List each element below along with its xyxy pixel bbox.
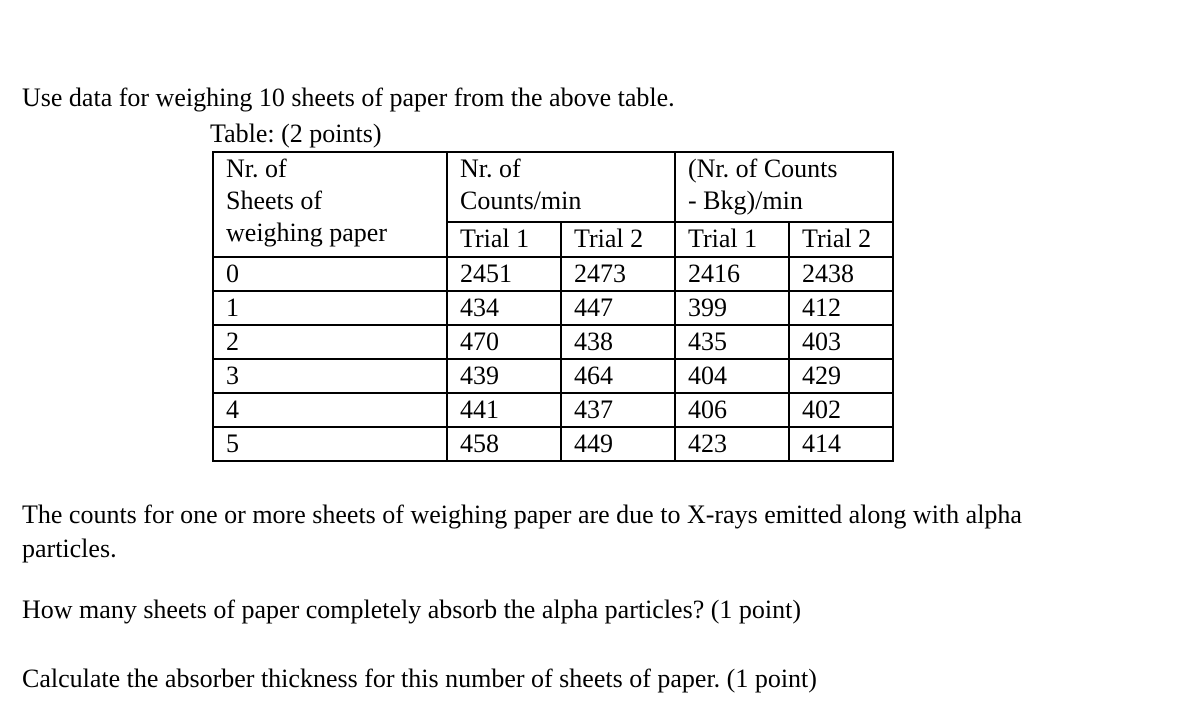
question-2: Calculate the absorber thickness for this number of sheets of paper. (1 point) xyxy=(22,664,817,693)
data-table xyxy=(212,151,894,462)
counts-header-line-2: Counts/min xyxy=(460,186,582,215)
subheader-net-trial-1: Trial 1 xyxy=(675,222,789,257)
cell-counts-trial-1: 434 xyxy=(447,291,561,325)
sheets-header-line-1: Nr. of xyxy=(226,154,287,183)
table-row xyxy=(213,291,893,325)
explanation-paragraph xyxy=(22,498,1022,566)
net-header-line-1: (Nr. of Counts xyxy=(688,154,838,183)
table-row xyxy=(213,359,893,393)
table-row xyxy=(213,257,893,291)
table-row xyxy=(213,427,893,461)
paragraph-line-2: particles. xyxy=(22,534,117,563)
cell-counts-trial-1: 458 xyxy=(447,427,561,461)
cell-net-trial-2: 412 xyxy=(789,291,893,325)
net-counts-header-cell xyxy=(675,152,893,222)
sheets-header-cell xyxy=(213,152,447,257)
cell-sheets: 1 xyxy=(213,291,447,325)
table-row xyxy=(213,393,893,427)
subheader-counts-trial-1: Trial 1 xyxy=(447,222,561,257)
cell-net-trial-2: 414 xyxy=(789,427,893,461)
cell-sheets: 5 xyxy=(213,427,447,461)
cell-sheets: 4 xyxy=(213,393,447,427)
sheets-header-line-3: weighing paper xyxy=(226,218,388,247)
paragraph-line-1: The counts for one or more sheets of weighing paper are due to X-rays emitted along with alpha xyxy=(22,500,1022,529)
cell-net-trial-2: 429 xyxy=(789,359,893,393)
counts-header-cell xyxy=(447,152,675,222)
counts-header-line-1: Nr. of xyxy=(460,154,521,183)
cell-net-trial-1: 399 xyxy=(675,291,789,325)
cell-counts-trial-2: 2473 xyxy=(561,257,675,291)
cell-net-trial-2: 403 xyxy=(789,325,893,359)
subheader-net-trial-2: Trial 2 xyxy=(789,222,893,257)
cell-net-trial-1: 423 xyxy=(675,427,789,461)
cell-counts-trial-1: 441 xyxy=(447,393,561,427)
cell-counts-trial-2: 447 xyxy=(561,291,675,325)
question-1: How many sheets of paper completely absorb the alpha particles? (1 point) xyxy=(22,595,802,624)
cell-net-trial-2: 2438 xyxy=(789,257,893,291)
cell-counts-trial-2: 449 xyxy=(561,427,675,461)
table-row xyxy=(213,325,893,359)
cell-net-trial-1: 404 xyxy=(675,359,789,393)
cell-counts-trial-2: 437 xyxy=(561,393,675,427)
cell-net-trial-1: 406 xyxy=(675,393,789,427)
table-caption: Table: (2 points) xyxy=(210,119,382,148)
net-header-line-2: - Bkg)/min xyxy=(688,186,803,215)
intro-text: Use data for weighing 10 sheets of paper from the above table. xyxy=(22,83,675,112)
subheader-counts-trial-2: Trial 2 xyxy=(561,222,675,257)
cell-net-trial-1: 2416 xyxy=(675,257,789,291)
cell-counts-trial-2: 438 xyxy=(561,325,675,359)
cell-counts-trial-1: 470 xyxy=(447,325,561,359)
sheets-header-line-2: Sheets of xyxy=(226,186,323,215)
cell-sheets: 3 xyxy=(213,359,447,393)
cell-counts-trial-1: 2451 xyxy=(447,257,561,291)
cell-net-trial-2: 402 xyxy=(789,393,893,427)
cell-sheets: 0 xyxy=(213,257,447,291)
cell-counts-trial-2: 464 xyxy=(561,359,675,393)
table-header-row xyxy=(213,152,893,222)
cell-net-trial-1: 435 xyxy=(675,325,789,359)
cell-counts-trial-1: 439 xyxy=(447,359,561,393)
cell-sheets: 2 xyxy=(213,325,447,359)
